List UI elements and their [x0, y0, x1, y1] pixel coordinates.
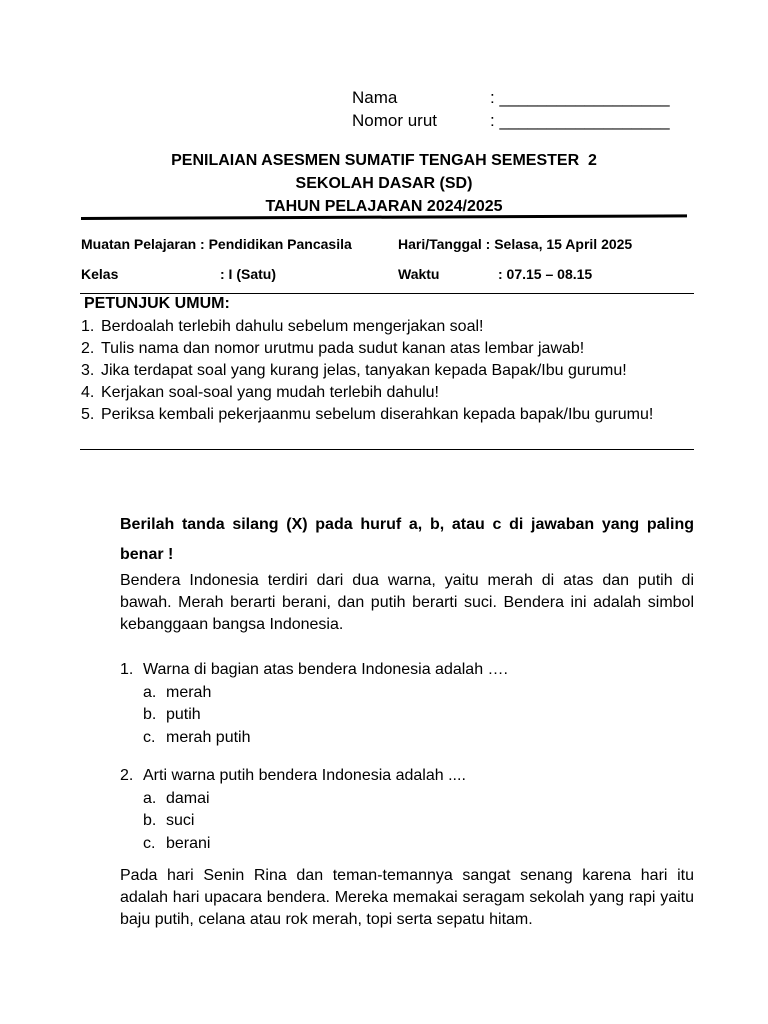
- number-row: [352, 109, 670, 132]
- academic-year: TAHUN PELAJARAN 2024/2025: [265, 198, 503, 215]
- name-row: [352, 86, 670, 109]
- instruction-item: [81, 360, 697, 382]
- question-stem: [120, 659, 508, 682]
- reading-passage-1: Bendera Indonesia terdiri dari dua warna, yaitu merah di atas dan putih di bawah. Merah berarti berani, dan putih berarti suci. Bendera ini adalah simbol kebanggaan bangsa Indonesia.: [120, 572, 694, 633]
- reading-passage-2: Pada hari Senin Rina dan teman-temannya sangat senang karena hari itu adalah hari upacara bendera. Mereka memakai seragam sekolah yang rapi yaitu baju putih, celana atau rok merah, topi serta sepatu hitam.: [120, 867, 694, 928]
- subject-label: Muatan Pelajaran : Pendidikan Pancasila: [81, 236, 352, 252]
- instruction-item: [81, 338, 697, 360]
- question-text: Arti warna putih bendera Indonesia adalah ....: [143, 767, 466, 784]
- class-label: Kelas: [81, 266, 119, 282]
- instruction-number: 5.: [81, 406, 95, 423]
- answer-option[interactable]: [143, 833, 466, 856]
- instruction-number: 2.: [81, 340, 95, 357]
- answer-option[interactable]: [143, 810, 466, 833]
- option-text: merah: [166, 683, 212, 701]
- number-label: Nomor urut: [352, 111, 438, 130]
- question-number: 1.: [120, 661, 134, 678]
- number-blank: : __________________: [490, 111, 670, 130]
- option-text: berani: [166, 834, 211, 852]
- option-label: b.: [143, 812, 157, 829]
- instructions-bottom-rule: [80, 449, 694, 450]
- option-label: c.: [143, 834, 156, 852]
- instruction-text: Berdoalah terlebih dahulu sebelum mengerjakan soal!: [101, 318, 484, 335]
- option-text: merah putih: [166, 728, 251, 746]
- instruction-item: [81, 382, 697, 404]
- question-text: Warna di bagian atas bendera Indonesia adalah ….: [143, 661, 508, 678]
- question-stem: [120, 765, 466, 788]
- instruction-item: [81, 404, 697, 426]
- instructions-list: [81, 316, 697, 426]
- instruction-number: 1.: [81, 318, 95, 335]
- option-label: a.: [143, 683, 157, 701]
- time-value: : 07.15 – 08.15: [498, 266, 593, 282]
- answer-option[interactable]: [143, 788, 466, 811]
- instruction-text: Kerjakan soal-soal yang mudah terlebih dahulu!: [101, 384, 439, 401]
- instruction-number: 4.: [81, 384, 95, 401]
- option-text: putih: [166, 706, 201, 723]
- answer-option[interactable]: [143, 682, 508, 705]
- instruction-number: 3.: [81, 362, 95, 379]
- name-blank: : __________________: [490, 88, 670, 107]
- name-label: Nama: [352, 88, 398, 107]
- time-label: Waktu: [398, 266, 440, 282]
- instruction-text: Jika terdapat soal yang kurang jelas, tanyakan kepada Bapak/Ibu gurumu!: [101, 362, 627, 379]
- option-text: damai: [166, 789, 210, 807]
- question-1: [120, 659, 508, 749]
- instructions-title: PETUNJUK UMUM:: [84, 295, 230, 312]
- option-label: b.: [143, 706, 157, 723]
- option-text: suci: [166, 812, 195, 829]
- date-label: Hari/Tanggal : Selasa, 15 April 2025: [398, 236, 633, 252]
- instruction-text: Periksa kembali pekerjaanmu sebelum diserahkan kepada bapak/Ibu gurumu!: [101, 406, 654, 423]
- exam-title: PENILAIAN ASESMEN SUMATIF TENGAH SEMESTER 2: [171, 152, 597, 169]
- student-identity: [352, 86, 670, 132]
- instruction-item: [81, 316, 697, 338]
- answer-option[interactable]: [143, 704, 508, 727]
- instruction-text: Tulis nama dan nomor urutmu pada sudut kanan atas lembar jawab!: [101, 340, 585, 357]
- school-level: SEKOLAH DASAR (SD): [295, 175, 473, 192]
- class-value: : I (Satu): [220, 266, 276, 282]
- answer-option[interactable]: [143, 727, 508, 750]
- option-label: a.: [143, 789, 157, 807]
- question-2: [120, 765, 466, 855]
- section-instruction: Berilah tanda silang (X) pada huruf a, b, atau c di jawaban yang paling benar !: [120, 516, 694, 563]
- question-number: 2.: [120, 767, 134, 784]
- option-label: c.: [143, 728, 156, 746]
